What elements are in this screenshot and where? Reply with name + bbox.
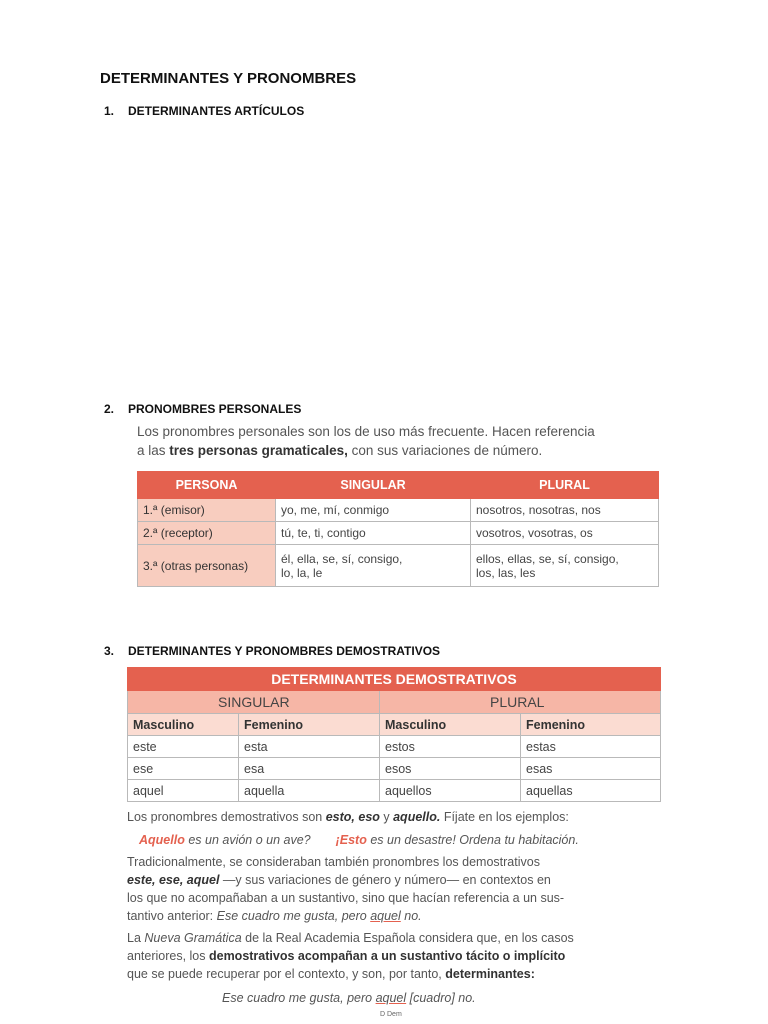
section-number: 2. — [104, 402, 115, 416]
column-header: SINGULAR — [276, 472, 471, 499]
demostrativos-text — [127, 808, 667, 1024]
table-row — [138, 499, 659, 522]
table-cell: 3.ª (otras personas) — [138, 545, 276, 587]
table-cell: esas — [521, 758, 661, 780]
table-cell: esta — [239, 736, 380, 758]
column-header: PERSONA — [138, 472, 276, 499]
table-cell: estas — [521, 736, 661, 758]
demonstratives-table — [127, 667, 661, 802]
table-row — [128, 780, 661, 802]
table-cell: aquellos — [380, 780, 521, 802]
example-line: Ese cuadro me gusta, pero aquel [cuadro] no. — [222, 991, 476, 1005]
section-number: 1. — [104, 104, 115, 118]
section-title: DETERMINANTES ARTÍCULOS — [128, 104, 305, 118]
table-cell: aquellas — [521, 780, 661, 802]
section-title: PRONOMBRES PERSONALES — [128, 402, 302, 416]
annotation-tag: D Dem — [380, 1011, 402, 1018]
column-header: Masculino — [380, 714, 521, 736]
column-header: Femenino — [239, 714, 380, 736]
table-cell: vosotros, vosotras, os — [471, 522, 659, 545]
table-cell: nosotros, nosotras, nos — [471, 499, 659, 522]
paragraph: Tradicionalmente, se consideraban también pronombres los demostrativos este, ese, aquel —y sus variaciones de género y número— en contextos en los que no acompañaban a un sustantivo, sino que hacían referencia a un sus- tantivo anterior: Ese cuadro me gusta, pero aquel no. — [127, 855, 565, 923]
table-cell: tú, te, ti, contigo — [276, 522, 471, 545]
column-header: Femenino — [521, 714, 661, 736]
table-cell: él, ella, se, sí, consigo, lo, la, le — [276, 545, 471, 587]
example-line: Aquello es un avión o un ave? ¡Esto es un desastre! Ordena tu habitación. — [139, 833, 579, 847]
personal-pronouns-table — [137, 471, 659, 587]
table-cell: este — [128, 736, 239, 758]
section-heading-2 — [104, 402, 301, 416]
table-cell: yo, me, mí, conmigo — [276, 499, 471, 522]
table-cell: aquel — [128, 780, 239, 802]
table-cell: 2.ª (receptor) — [138, 522, 276, 545]
table-row — [138, 522, 659, 545]
page-title: DETERMINANTES Y PRONOMBRES — [100, 70, 357, 87]
section-number: 3. — [104, 644, 115, 658]
section-title: DETERMINANTES Y PRONOMBRES DEMOSTRATIVOS — [128, 644, 441, 658]
paragraph: Los pronombres demostrativos son esto, eso y aquello. Fíjate en los ejemplos: — [127, 810, 569, 824]
column-header: Masculino — [128, 714, 239, 736]
personales-intro — [137, 422, 677, 460]
table-cell: estos — [380, 736, 521, 758]
group-header-plural: PLURAL — [380, 691, 661, 714]
table-cell: ellos, ellas, se, sí, consigo, los, las, les — [471, 545, 659, 587]
group-header-singular: SINGULAR — [128, 691, 380, 714]
column-header: PLURAL — [471, 472, 659, 499]
table-cell: aquella — [239, 780, 380, 802]
table-caption: DETERMINANTES DEMOSTRATIVOS — [128, 668, 661, 691]
section-heading-1 — [104, 104, 304, 118]
table-cell: 1.ª (emisor) — [138, 499, 276, 522]
table-cell: esa — [239, 758, 380, 780]
intro-line: a las tres personas gramaticales, con sus variaciones de número. — [137, 443, 543, 458]
table-cell: esos — [380, 758, 521, 780]
table-cell: ese — [128, 758, 239, 780]
intro-line: Los pronombres personales son los de uso más frecuente. Hacen referencia — [137, 424, 595, 439]
section-heading-3 — [104, 644, 440, 658]
table-row — [128, 736, 661, 758]
table-row — [138, 545, 659, 587]
table-row — [128, 758, 661, 780]
paragraph: La Nueva Gramática de la Real Academia Española considera que, en los casos anteriores, los demostrativos acompañan a un sustantivo tácito o implícito que se puede recuperar por el contexto, y son, por tanto, determinantes: — [127, 931, 574, 981]
